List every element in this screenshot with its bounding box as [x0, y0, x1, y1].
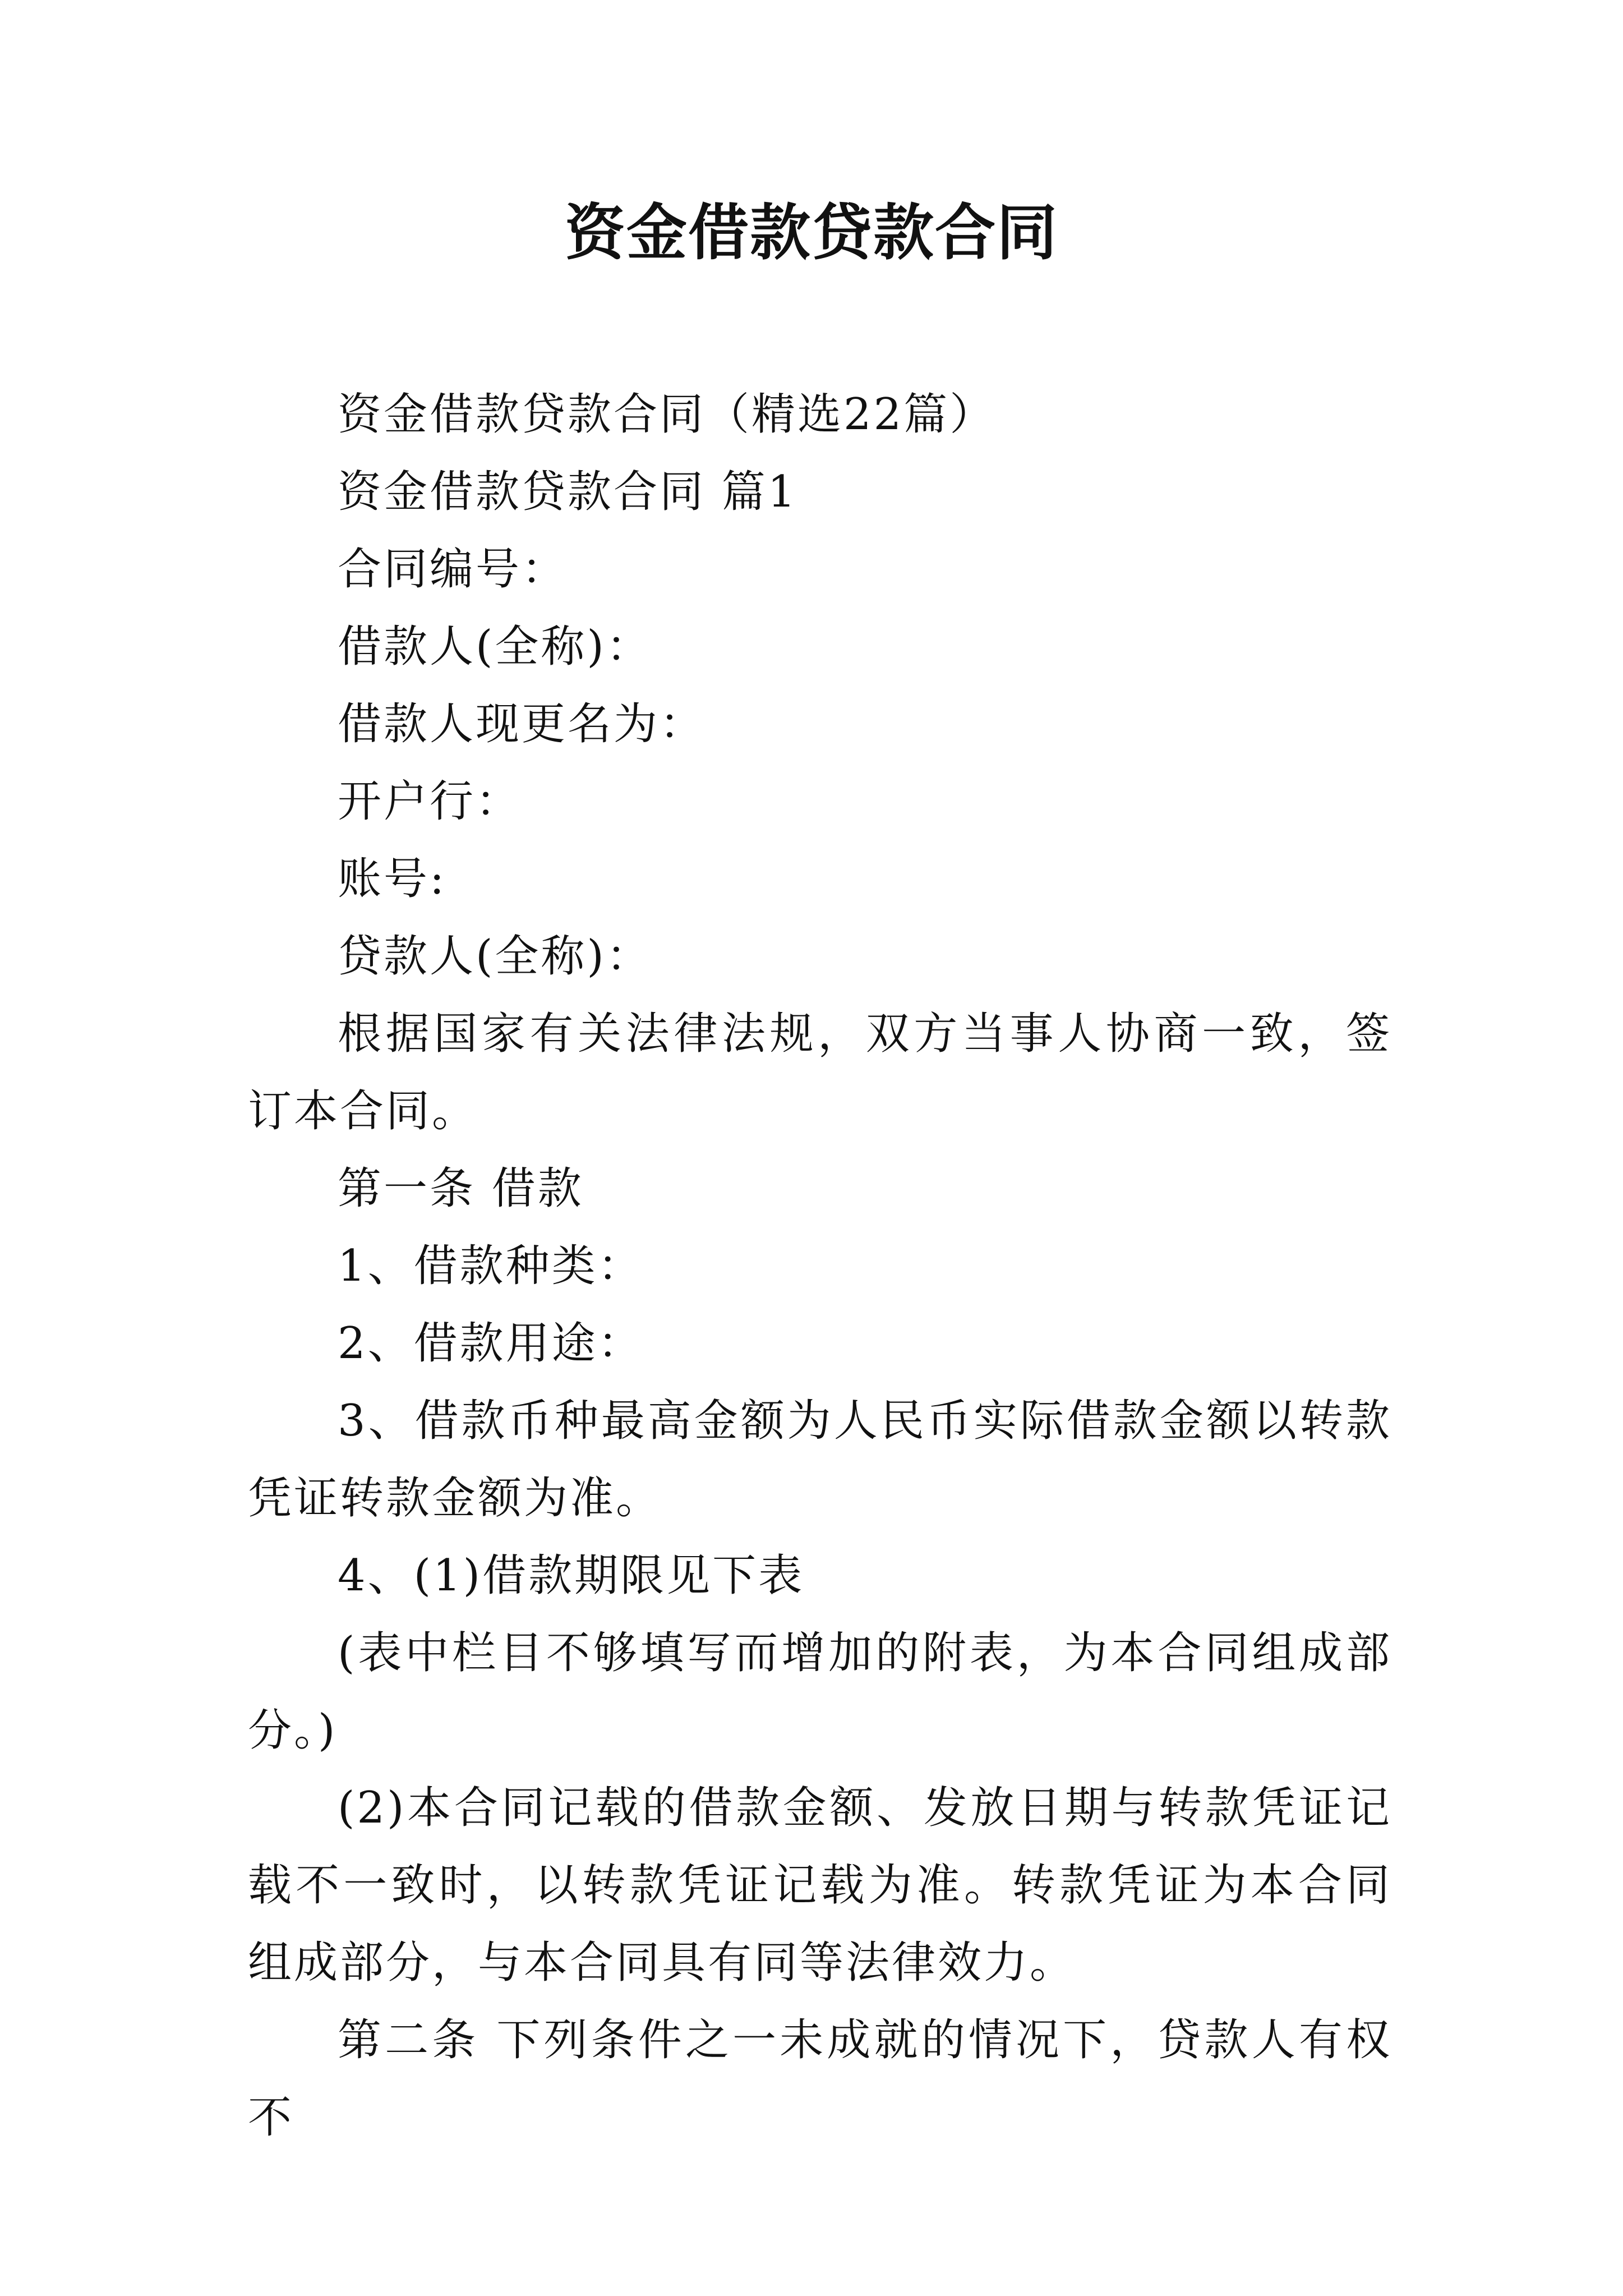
- clause-2-line: 2、借款用途：: [338, 1318, 644, 1369]
- borrower-rename-line: 借款人现更名为：: [338, 699, 706, 749]
- account-line: 账号:: [338, 854, 447, 904]
- document-title: 资金借款贷款合同: [564, 197, 1058, 268]
- clause-1-line: 1、借款种类：: [338, 1241, 644, 1291]
- document-body: [248, 376, 1392, 2156]
- section-heading: 资金借款贷款合同 篇1: [338, 467, 798, 517]
- lender-name-line: 贷款人(全称)：: [338, 931, 652, 982]
- table-note-paragraph: (表中栏目不够填写而增加的附表，为本合同组成部分。): [248, 1628, 1392, 1756]
- contract-number-line: 合同编号：: [338, 544, 568, 595]
- article-two-paragraph: 第二条 下列条件之一未成就的情况下，贷款人有权不: [248, 2015, 1392, 2143]
- bank-line: 开户行：: [338, 776, 522, 827]
- clause-4-line: 4、(1)借款期限见下表: [338, 1550, 805, 1601]
- clause-3-paragraph: 3、借款币种最高金额为人民币实际借款金额以转款凭证转款金额为准。: [248, 1396, 1392, 1524]
- borrower-name-line: 借款人(全称)：: [338, 622, 652, 672]
- preamble-paragraph: 根据国家有关法律法规，双方当事人协商一致，签订本合同。: [248, 1009, 1392, 1137]
- clause-4-2-paragraph: (2)本合同记载的借款金额、发放日期与转款凭证记载不一致时，以转款凭证记载为准。转款凭证为本合同组成部分，与本合同具有同等法律效力。: [248, 1783, 1392, 1988]
- article-one-heading: 第一条 借款: [338, 1163, 584, 1214]
- subtitle-selection: 资金借款贷款合同（精选22篇）: [338, 389, 996, 440]
